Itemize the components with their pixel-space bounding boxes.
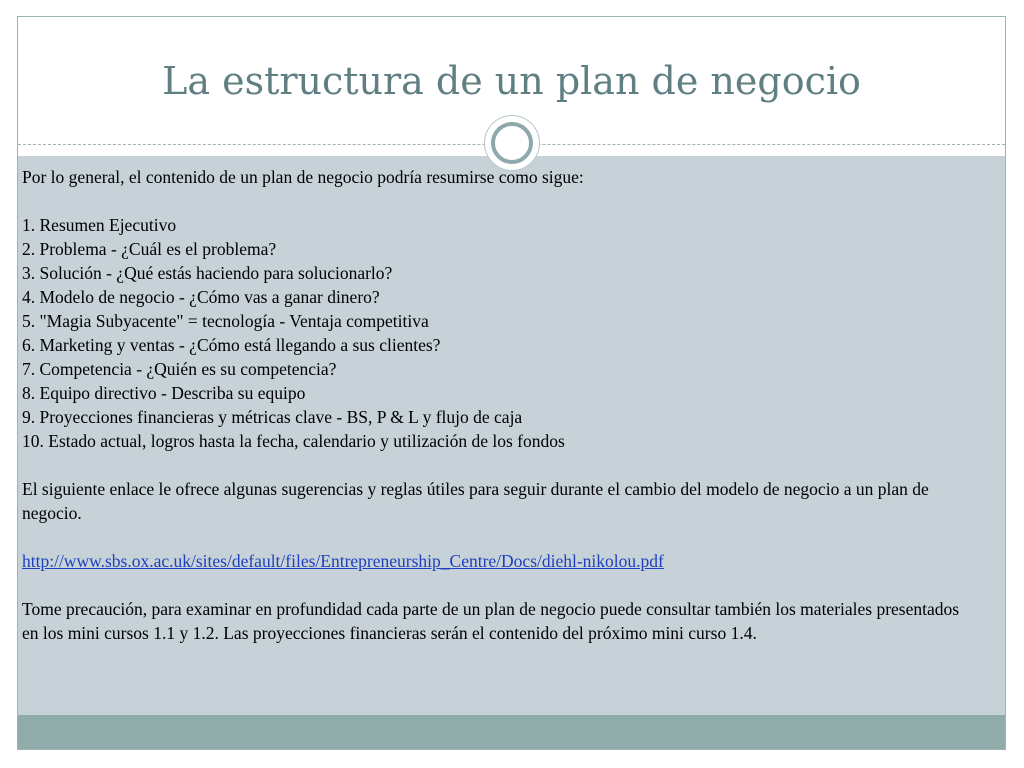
closing-text: Tome precaución, para examinar en profundidad cada parte de un plan de negocio puede consultar también los materiales presentados en los mini cursos 1.1 y 1.2. Las proyecciones financieras serán el contenido del próximo mini curso 1.4.: [22, 599, 960, 643]
ring-icon: [491, 122, 533, 164]
list-item: 9. Proyecciones financieras y métricas clave - BS, P & L y flujo de caja: [22, 407, 523, 427]
list-item: 6. Marketing y ventas - ¿Cómo está llegando a sus clientes?: [22, 335, 441, 355]
contents-list: [22, 213, 967, 453]
slide-content: [22, 165, 967, 645]
list-item: 1. Resumen Ejecutivo: [22, 215, 177, 235]
list-item: 2. Problema - ¿Cuál es el problema?: [22, 239, 277, 259]
resource-link[interactable]: http://www.sbs.ox.ac.uk/sites/default/files/Entrepreneurship_Centre/Docs/diehl-nikolou.pdf: [22, 551, 664, 571]
footer-band: [18, 715, 1005, 749]
link-intro-text: El siguiente enlace le ofrece algunas sugerencias y reglas útiles para seguir durante el cambio del modelo de negocio a un plan de negocio.: [22, 479, 929, 523]
circle-ornament-icon: [484, 115, 540, 171]
list-item: 10. Estado actual, logros hasta la fecha, calendario y utilización de los fondos: [22, 431, 565, 451]
list-item: 7. Competencia - ¿Quién es su competencia?: [22, 359, 337, 379]
list-item: 8. Equipo directivo - Describa su equipo: [22, 383, 306, 403]
list-item: 4. Modelo de negocio - ¿Cómo vas a ganar dinero?: [22, 287, 380, 307]
list-item: 3. Solución - ¿Qué estás haciendo para solucionarlo?: [22, 263, 393, 283]
link-paragraph: [22, 549, 967, 573]
slide-title: La estructura de un plan de negocio: [162, 59, 861, 103]
intro-text: Por lo general, el contenido de un plan de negocio podría resumirse como sigue:: [22, 167, 584, 187]
list-item: 5. "Magia Subyacente" = tecnología - Ventaja competitiva: [22, 311, 429, 331]
